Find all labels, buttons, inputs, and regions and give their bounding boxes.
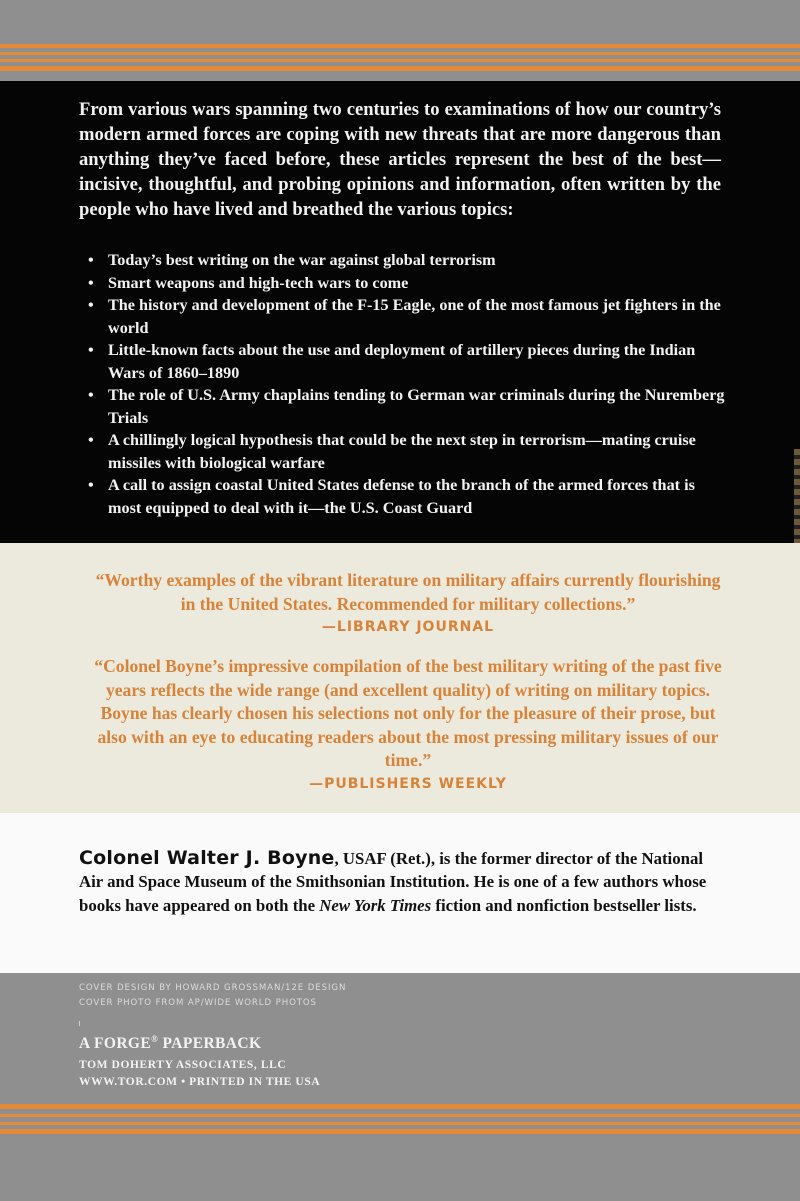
review-quote [88, 569, 728, 638]
topics-list [88, 249, 728, 519]
review-text: “Worthy examples of the vibrant literature on military affairs currently flourishing in the United States. Recommended for military collections.” [95, 570, 721, 614]
intro-paragraph: From various wars spanning two centuries to examinations of how our country’s modern armed forces are coping with new threats that are more dangerous than anything they’ve faced before, these articles represent the best of the best—incisive, thoughtful, and probing opinions and information, often written by the people who have lived and breathed the various topics: [79, 99, 721, 220]
bio-paragraph: Colonel Walter J. Boyne, USAF (Ret.), is the former director of the National Air and Space Museum of the Smithsonian Institution. He is one of a few authors whose books have appeared on both the New York Times fiction and nonfiction bestseller lists. [79, 847, 707, 915]
review-source: —PUBLISHERS WEEKLY [309, 775, 507, 792]
cover-design-credit: COVER DESIGN BY HOWARD GROSSMAN/12E DESIGN [79, 983, 347, 993]
list-item: • Today’s best writing on the war against global terrorism [88, 251, 496, 269]
review-text: “Colonel Boyne’s impressive compilation of the best military writing of the past five years reflects the wide range (and excellent quality) of writing on military topics. Boyne has clearly chosen his selections not only for the pleasure of their prose, but also with an eye to educating readers about the most pressing military issues of our time.” [94, 656, 722, 771]
author-bio [0, 813, 800, 973]
newspaper-title: New York Times [319, 895, 432, 915]
review-quote [88, 655, 728, 795]
website-line: WWW.TOR.COM • PRINTED IN THE USA [79, 1076, 321, 1088]
publisher-name: TOM DOHERTY ASSOCIATES, LLC [79, 1059, 287, 1071]
review-source: —LIBRARY JOURNAL [321, 619, 495, 636]
author-name: Colonel Walter J. Boyne [79, 847, 335, 869]
imprint-line: A FORGE® PAPERBACK [79, 1034, 262, 1053]
bottom-stripes [0, 1101, 800, 1201]
list-item: • The history and development of the F-15 Eagle, one of the most famous jet fighters in the world [88, 296, 721, 337]
back-cover-blurb [0, 81, 800, 543]
list-item: • Smart weapons and high-tech wars to come [88, 273, 409, 292]
divider-tick [79, 1021, 80, 1026]
list-item: • A chillingly logical hypothesis that could be the next step in terrorism—mating cruise missiles with biological warfare [88, 431, 696, 472]
list-item: • Little-known facts about the use and deployment of artillery pieces during the Indian Wars of 1860–1890 [88, 341, 696, 382]
list-item: • A call to assign coastal United States defense to the branch of the armed forces that is most equipped to deal with it—the U.S. Coast Guard [88, 476, 695, 517]
cover-photo-credit: COVER PHOTO FROM AP/WIDE WORLD PHOTOS [79, 998, 317, 1008]
reviews-section [0, 543, 800, 813]
publisher-credits [0, 973, 800, 1101]
list-item: • The role of U.S. Army chaplains tending to German war criminals during the Nuremberg Trials [88, 386, 725, 427]
top-stripes [0, 0, 800, 81]
